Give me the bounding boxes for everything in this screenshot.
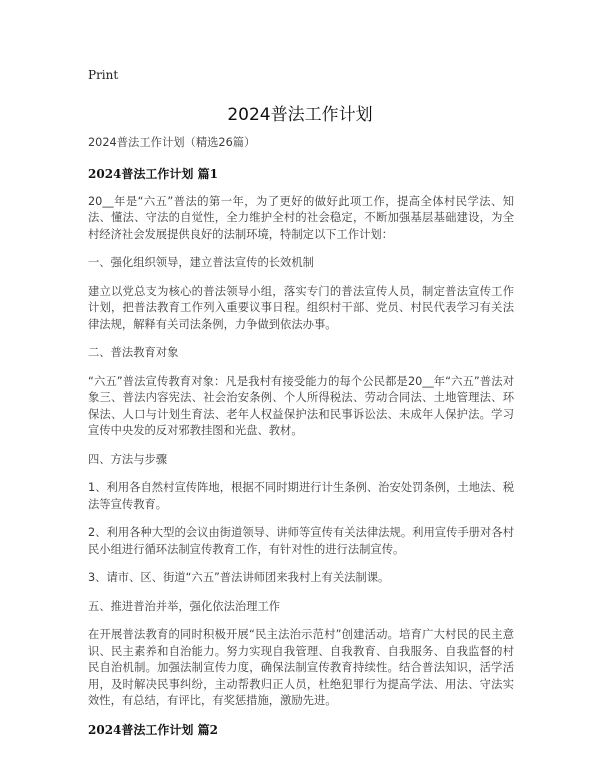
- page-title: 2024普法工作计划: [227, 105, 373, 125]
- document-body: [88, 135, 514, 750]
- print-link[interactable]: Print: [88, 68, 119, 82]
- paragraph-method-2: 2、利用各种大型的会议由街道领导、讲师等宣传有关法律法规。利用宣传手册对各村民小组进行循环法制宣传教育工作，有针对性的进行法制宣传。: [88, 526, 514, 556]
- subheading-organization: 一、强化组织领导，建立普法宣传的长效机制: [88, 256, 314, 269]
- intro-paragraph: 20__年是“六五”普法的第一年，为了更好的做好此项工作，提高全体村民学法、知法、懂法、守法的自觉性，全力维护全村的社会稳定，不断加强基层基础建设，为全村经济社会发展提供良好的法制环境，特制定以下工作计划：: [88, 194, 514, 241]
- subheading-governance: 五、推进普治并举，强化依法治理工作: [88, 599, 281, 613]
- subheading-education-targets: 二、普法教育对象: [88, 346, 179, 359]
- paragraph-organization: 建立以党总支为核心的普法领导小组，落实专门的普法宣传人员，制定普法宣传工作计划，把普法教育工作列入重要议事日程。组织村干部、党员、村民代表学习有关法律法规，解释有关司法条例，力争做到依法办事。: [88, 284, 514, 331]
- section-heading-2: 2024普法工作计划 篇2: [88, 722, 218, 737]
- paragraph-governance: 在开展普法教育的同时积极开展“民主法治示范村”创建活动。培育广大村民的民主意识、民主素养和自治能力。努力实现自我管理、自我教育、自我服务、自我监督的村民自治机制。加强法制宣传力度，确保法制宣传教育持续性。结合普法知识，活学活用，及时解决民事纠纷，主动帮教归正人员，杜绝犯罪行为提高学法、用法、守法实效性，有总结，有评比，有奖惩措施，激励先进。: [88, 628, 514, 707]
- document-subtitle: 2024普法工作计划（精选26篇）: [88, 136, 256, 149]
- section-heading-1: 2024普法工作计划 篇1: [88, 166, 218, 181]
- subheading-methods: 四、方法与步骤: [88, 452, 168, 466]
- paragraph-method-1: 1、利用各自然村宣传阵地，根据不同时期进行计生条例、治安处罚条例，土地法、税法等宣传教育。: [88, 481, 514, 511]
- paragraph-education-targets: “六五”普法宣传教育对象：凡是我村有接受能力的每个公民都是20__年“六五”普法对象三、普法内容宪法、社会治安条例、个人所得税法、劳动合同法、土地管理法、环保法、人口与计划生育法、老年人权益保护法和民事诉讼法、未成年人保护法。学习宣传中央发的反对邪教挂图和光盘、教材。: [88, 374, 514, 437]
- paragraph-method-3: 3、请市、区、街道“六五”普法讲师团来我村上有关法制课。: [88, 571, 390, 584]
